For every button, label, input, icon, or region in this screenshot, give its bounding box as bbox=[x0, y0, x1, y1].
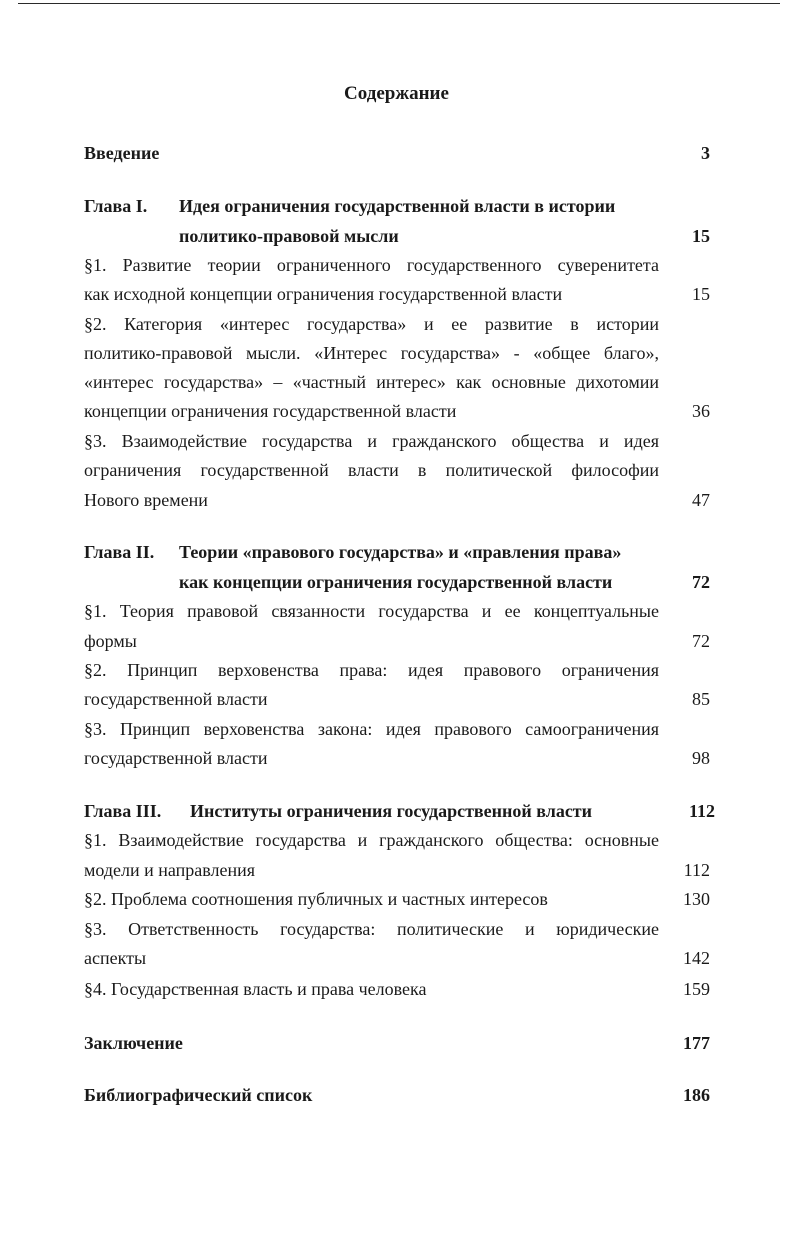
toc-entry-ch1-s3-line-1: §3. Взаимодействие государства и гражданского общества и идея bbox=[84, 431, 659, 451]
page-title: Содержание bbox=[344, 83, 449, 104]
toc-entry-ch3-s3-line-1: §3. Ответственность государства: политические и юридические bbox=[84, 919, 659, 939]
toc-entry-ch1-s2-line-2: политико-правовой мысли. «Интерес государства» - «общее благо», bbox=[84, 343, 659, 363]
entry-text: Институты ограничения государственной власти bbox=[190, 801, 593, 821]
page-number: 112 bbox=[683, 860, 710, 880]
entry-text: политико-правовой мысли bbox=[179, 226, 399, 246]
toc-entry-conclusion bbox=[84, 1033, 710, 1054]
page-number: 15 bbox=[692, 226, 710, 246]
toc-entry-ch1-s3-line-3: Нового времени 47 bbox=[84, 490, 710, 510]
chapter-1-label: Глава I. bbox=[84, 196, 148, 216]
toc-entry-ch1-s3-line-2: ограничения государственной власти в политической философии bbox=[84, 460, 659, 480]
toc-entry-ch1-s2-line-3: «интерес государства» – «частный интерес» как основные дихотомии bbox=[84, 372, 659, 392]
toc-entry-ch3-s3-line-2: аспекты 142 bbox=[84, 948, 710, 968]
toc-entry-ch3-s1-line-1: §1. Взаимодействие государства и гражданского общества: основные bbox=[84, 830, 659, 850]
chapter-1-title-line-2 bbox=[179, 226, 710, 247]
toc-entry-ch2-s2-line-1: §2. Принцип верховенства права: идея правового ограничения bbox=[84, 660, 659, 680]
page-number: 177 bbox=[683, 1033, 710, 1053]
toc-entry-ch1-s1-line-1: §1. Развитие теории ограниченного государственного суверенитета bbox=[84, 255, 659, 275]
toc-entry-ch1-s1-line-2: как исходной концепции ограничения государственной власти 15 bbox=[84, 284, 710, 304]
page-number: 186 bbox=[683, 1085, 710, 1105]
toc-entry-introduction bbox=[84, 143, 710, 164]
toc-entry-bibliography bbox=[84, 1085, 710, 1106]
top-border-line bbox=[18, 3, 780, 4]
chapter-1-title-line-1: Идея ограничения государственной власти в истории bbox=[179, 196, 616, 216]
page-number: 85 bbox=[692, 689, 710, 709]
chapter-3-label: Глава III. bbox=[84, 801, 162, 821]
entry-text: как концепции ограничения государственной власти bbox=[179, 572, 613, 592]
page-number: 47 bbox=[692, 490, 710, 510]
page-number: 130 bbox=[683, 889, 710, 909]
entry-text: Введение bbox=[84, 143, 160, 163]
toc-entry-ch3-s2: §2. Проблема соотношения публичных и частных интересов 130 bbox=[84, 889, 710, 909]
toc-entry-ch2-s2-line-2: государственной власти 85 bbox=[84, 689, 710, 709]
entry-text: Заключение bbox=[84, 1033, 183, 1053]
toc-entry-ch2-s3-line-2: государственной власти 98 bbox=[84, 748, 710, 768]
chapter-2-label: Глава II. bbox=[84, 542, 155, 562]
page-number: 3 bbox=[701, 143, 710, 163]
page-number: 15 bbox=[692, 284, 710, 304]
toc-entry-ch2-s1-line-1: §1. Теория правовой связанности государства и ее концептуальные bbox=[84, 601, 659, 621]
toc-entry-ch1-s2-line-4: концепции ограничения государственной власти 36 bbox=[84, 401, 710, 421]
toc-entry-ch2-s3-line-1: §3. Принцип верховенства закона: идея правового самоограничения bbox=[84, 719, 659, 739]
toc-entry-ch2-s1-line-2: формы 72 bbox=[84, 631, 710, 651]
toc-entry-ch3-s4: §4. Государственная власть и права человека 159 bbox=[84, 979, 710, 999]
page-number: 36 bbox=[692, 401, 710, 421]
chapter-2-title-line-1: Теории «правового государства» и «правления права» bbox=[179, 542, 622, 562]
chapter-3-title-line-1 bbox=[190, 801, 715, 822]
page-number: 98 bbox=[692, 748, 710, 768]
page-number: 159 bbox=[683, 979, 710, 999]
entry-text: Библиографический список bbox=[84, 1085, 313, 1105]
page-number: 112 bbox=[688, 801, 715, 821]
page-number: 72 bbox=[692, 631, 710, 651]
toc-entry-ch3-s1-line-2: модели и направления 112 bbox=[84, 860, 710, 880]
page-number: 142 bbox=[683, 948, 710, 968]
page-number: 72 bbox=[692, 572, 710, 592]
chapter-2-title-line-2 bbox=[179, 572, 710, 593]
toc-entry-ch1-s2-line-1: §2. Категория «интерес государства» и ее развитие в истории bbox=[84, 314, 659, 334]
